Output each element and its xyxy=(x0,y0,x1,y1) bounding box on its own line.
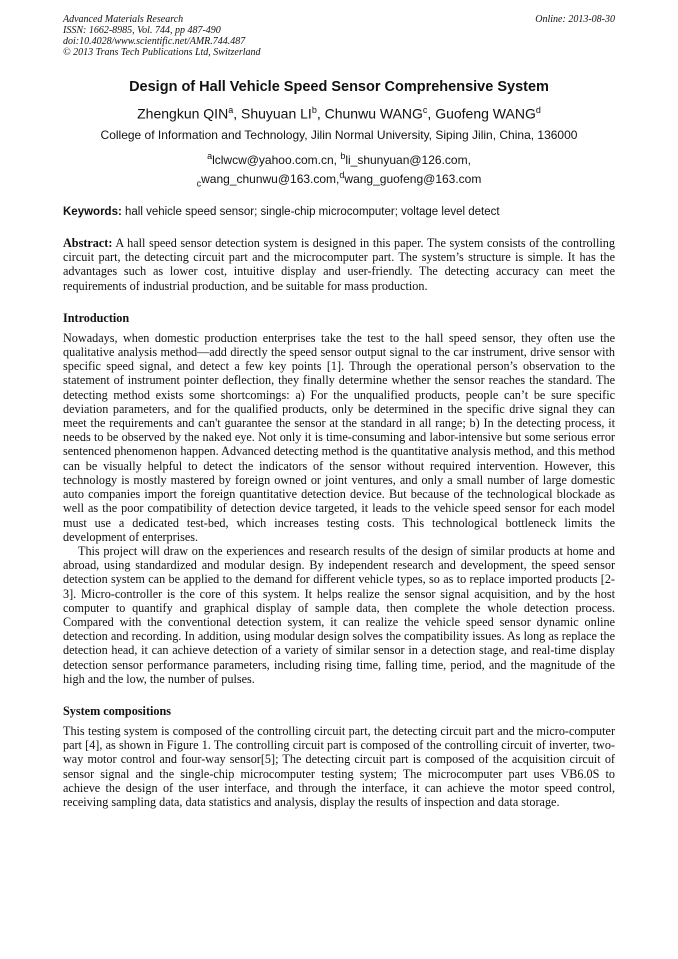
doi-line: doi:10.4028/www.scientific.net/AMR.744.487 xyxy=(63,36,246,47)
section-heading-system: System compositions xyxy=(63,703,171,718)
author-sep: , xyxy=(427,105,436,122)
author-sep: , xyxy=(316,105,325,122)
email-sup: b xyxy=(340,150,346,161)
author-sep: , xyxy=(233,105,241,122)
author-sup: a xyxy=(228,105,234,115)
paper-title: Design of Hall Vehicle Speed Sensor Comprehensive System xyxy=(129,79,549,95)
journal-header xyxy=(63,14,615,58)
section-heading-introduction: Introduction xyxy=(63,310,130,325)
author-list xyxy=(63,101,615,123)
abstract-text: A hall speed sensor detection system is designed in this paper. The system consists of the controlling circuit part, the detecting circuit part and the microcomputer part. The system’s structure is simple. It has the advantages such as lower cost, intuitive display and user-friendly. The detecting accuracy can meet the requirements of industrial production, and be suitable for mass production. xyxy=(63,236,615,293)
author-name: Shuyuan LI xyxy=(240,105,312,122)
keywords xyxy=(63,205,615,220)
email-sup: d xyxy=(339,169,345,180)
email-line-1 xyxy=(63,149,615,168)
system-paragraph-1: This testing system is composed of the controlling circuit part, the detecting circuit part and the micro-computer part [4], as shown in Figure 1. The controlling circuit part is composed of the controlling circuit of inverter, two-way motor control and four-way sensor[5]; The detecting circuit part is composed of the acquisition circuit of sensor signal and the single-chip microcomputer testing system; The microcomputer part uses VB6.0S to achieve the design of the user interface, and through the interface, it can achieve the motor speed control, receiving sampling data, data statistics and analysis, display the results of inspection and data storage. xyxy=(63,723,615,809)
affiliation: College of Information and Technology, Jilin Normal University, Siping Jilin, China, 136000 xyxy=(100,127,578,142)
author-name: Guofeng WANG xyxy=(435,105,536,122)
email-a[interactable]: lclwcw@yahoo.com.cn, xyxy=(212,152,341,167)
keywords-label: Keywords: xyxy=(63,206,122,219)
online-date: Online: 2013-08-30 xyxy=(535,14,615,25)
keywords-text: hall vehicle speed sensor; single-chip microcomputer; voltage level detect xyxy=(121,206,500,219)
email-d[interactable]: wang_guofeng@163.com xyxy=(344,171,482,186)
email-b[interactable]: li_shunyuan@126.com, xyxy=(345,152,471,167)
copyright-line: © 2013 Trans Tech Publications Ltd, Switzerland xyxy=(63,47,261,58)
email-sub: c xyxy=(196,178,202,189)
email-block xyxy=(63,149,615,191)
email-sup: a xyxy=(207,150,213,161)
abstract xyxy=(63,236,615,293)
journal-name: Advanced Materials Research xyxy=(63,14,184,25)
author-sup: b xyxy=(311,105,317,115)
author-name: Zhengkun QIN xyxy=(137,105,229,122)
author-sup: d xyxy=(535,105,541,115)
author-name: Chunwu WANG xyxy=(324,105,423,122)
email-line-2 xyxy=(63,168,615,191)
journal-info xyxy=(63,14,261,58)
abstract-label: Abstract: xyxy=(63,236,113,251)
email-c[interactable]: wang_chunwu@163.com, xyxy=(201,171,340,186)
intro-paragraph-1: Nowadays, when domestic production enterprises take the test to the hall speed sensor, they often use the qualitative analysis method—add directly the speed sensor output signal to the car instrument, drive sensor with specific speed signal, and detect a few key points [1]. Through the operational person’s observation to the statement of instrument pointer deflection, they finally determine whether the sensor reaches the standard. The detecting method exists some shortcomings: a) For the unqualified products, people can’t be sure specific deviation parameters, and for the qualified products, only be determined in the specific drive signal they can meet the requirements and can't guarantee the sensor at the standard in all range; b) In the detecting process, it needs to be observed by the naked eye. Not only it is time-consuming and labor-intensive but some serious error sentenced phenomenon happen. Advanced detecting method is the quantitative analysis method, and this method can be visually helpful to detect the indicators of the sensor without required intervention. However, this technology is mostly mastered by foreign owned or joint ventures, and only a small number of large domestic auto companies import the foreign quantitative detection device. But because of the technological blockade as well as the poor compatibility of detection device targeted, it leads to the vehicle speed sensor for each model must use a dedicated test-bed, which increases testing costs. This technological bottleneck limits the development of enterprises. xyxy=(63,330,615,544)
issn-line: ISSN: 1662-8985, Vol. 744, pp 487-490 xyxy=(63,25,221,36)
intro-paragraph-2: This project will draw on the experiences and research results of the design of similar products at home and abroad, using standardized and modular design. By independent research and development, the speed sensor detection system can be applied to the demand for different vehicle types, so as to replace imported products [2-3]. Micro-controller is the core of this system. It helps realize the sensor signal acquisition, and by the host computer to quantify and graphical display of sample data, then complete the whole detection process. Compared with the conventional detection system, it can realize the vehicle speed sensor dynamic online detection and recording. In addition, using modular design solves the compatibility issues. As long as replace the detection head, it can achieve detection of a variety of similar sensor in a detection stage, and real-time display detection sensor performance parameters, including rising time, falling time, period, and the magnitude of the high and the low, the number of pulses. xyxy=(63,543,615,686)
author-sup: c xyxy=(422,105,428,115)
